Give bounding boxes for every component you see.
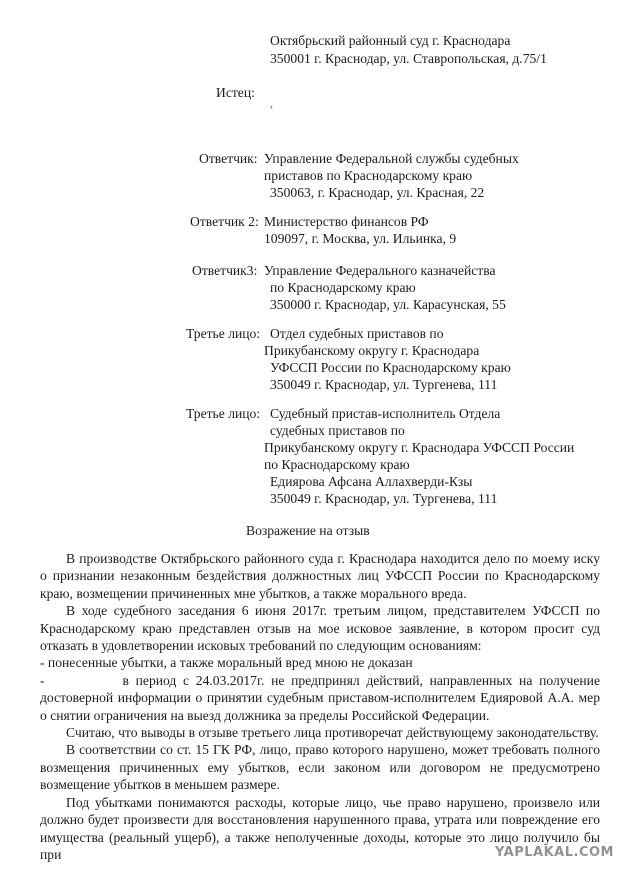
third-party1-line: Прикубанскому округу г. Краснодара (264, 343, 480, 358)
respondent3-line: 350000 г. Краснодар, ул. Карасунская, 55 (270, 297, 506, 312)
paragraph: В соответствии со ст. 15 ГК РФ, лицо, право которого нарушено, может требовать полного возмещения причиненных ему убытков, если законом или договором не предусмотрено возмещение убытков в меньшем размере. (40, 742, 600, 793)
plaintiff-label: Истец: (216, 85, 255, 100)
third-party2-line: Судебный пристав-исполнитель Отдела (270, 406, 501, 421)
respondent3-line: Управление Федерального казначейства (264, 263, 496, 278)
respondent1-line: приставов по Краснодарскому краю (264, 168, 473, 183)
list-dash: - (40, 672, 45, 688)
third-party2-line: Прикубанскому округу г. Краснодара УФССП России (264, 440, 575, 455)
body-text (40, 550, 600, 863)
document-title: Возражение на отзыв (246, 523, 370, 538)
paragraph: Считаю, что выводы в отзыве третьего лица противоречат действующему законодательству. (66, 725, 599, 741)
respondent2-line: Министерство финансов РФ (264, 214, 429, 229)
third-party2-line: по Краснодарскому краю (264, 457, 410, 472)
respondent3-line: по Краснодарскому краю (270, 280, 416, 295)
court-name: Октябрьский районный суд г. Краснодара (270, 33, 511, 48)
respondent2-line: 109097, г. Москва, ул. Ильинка, 9 (264, 231, 457, 246)
third-party1-label: Третье лицо: (186, 326, 261, 341)
paragraph-text: в период с 24.03.2017г. не предпринял действий, направленных на получение достоверной информации о принятии судебным приставом-исполнителем Едияровой А.А. мер о снятии ограничения на выезд должника за пределы Российской Федерации. (40, 672, 600, 723)
third-party2-line: 350049 г. Краснодар, ул. Тургенева, 111 (270, 491, 498, 506)
third-party2-line: судебных приставов по (270, 423, 405, 438)
paragraph: В производстве Октябрьского районного суда г. Краснодара находится дело по моему иску о признании незаконным бездействия должностных лиц УФССП России по Краснодарскому краю, возмещении причиненных мне убытков, а также морального вреда. (40, 551, 600, 601)
third-party1-line: Отдел судебных приставов по (270, 326, 444, 341)
paragraph: - понесенные убытки, а также моральный вред мною не доказан (40, 655, 413, 671)
respondent3-label: Ответчик3: (192, 263, 258, 278)
respondent2-label: Ответчик 2: (190, 214, 259, 229)
third-party1-line: 350049 г. Краснодар, ул. Тургенева, 111 (270, 377, 498, 392)
third-party2-label: Третье лицо: (186, 406, 261, 421)
respondent1-label: Ответчик: (199, 151, 258, 166)
court-address: 350001 г. Краснодар, ул. Ставропольская, д.75/1 (270, 51, 547, 66)
respondent1-line: Управление Федеральной службы судебных (264, 151, 519, 166)
third-party1-line: УФССП России по Краснодарскому краю (270, 360, 511, 375)
redacted-mark: , (270, 96, 273, 110)
third-party2-line: Едиярова Афсана Аллахверди-Кзы (270, 474, 473, 489)
paragraph: В ходе судебного заседания 6 июня 2017г. третьим лицом, представителем УФССП по Краснодарскому краю представлен отзыв на мое исковое заявление, в котором просит суд отказать в удовлетворении исковых требований по следующим основаниям: (40, 603, 600, 654)
paragraph: Под убытками понимаются расходы, которые лицо, чье право нарушено, произвело или должно будет произвести для восстановления нарушенного права, утрата или повреждение его имущества (реальный ущерб), а также неполученные доходы, которые это лицо получило бы при (40, 794, 600, 862)
watermark-logo: YAPLAKAL.COM (495, 845, 614, 860)
respondent1-line: 350063, г. Краснодар, ул. Красная, 22 (270, 185, 485, 200)
paragraph (40, 672, 600, 724)
